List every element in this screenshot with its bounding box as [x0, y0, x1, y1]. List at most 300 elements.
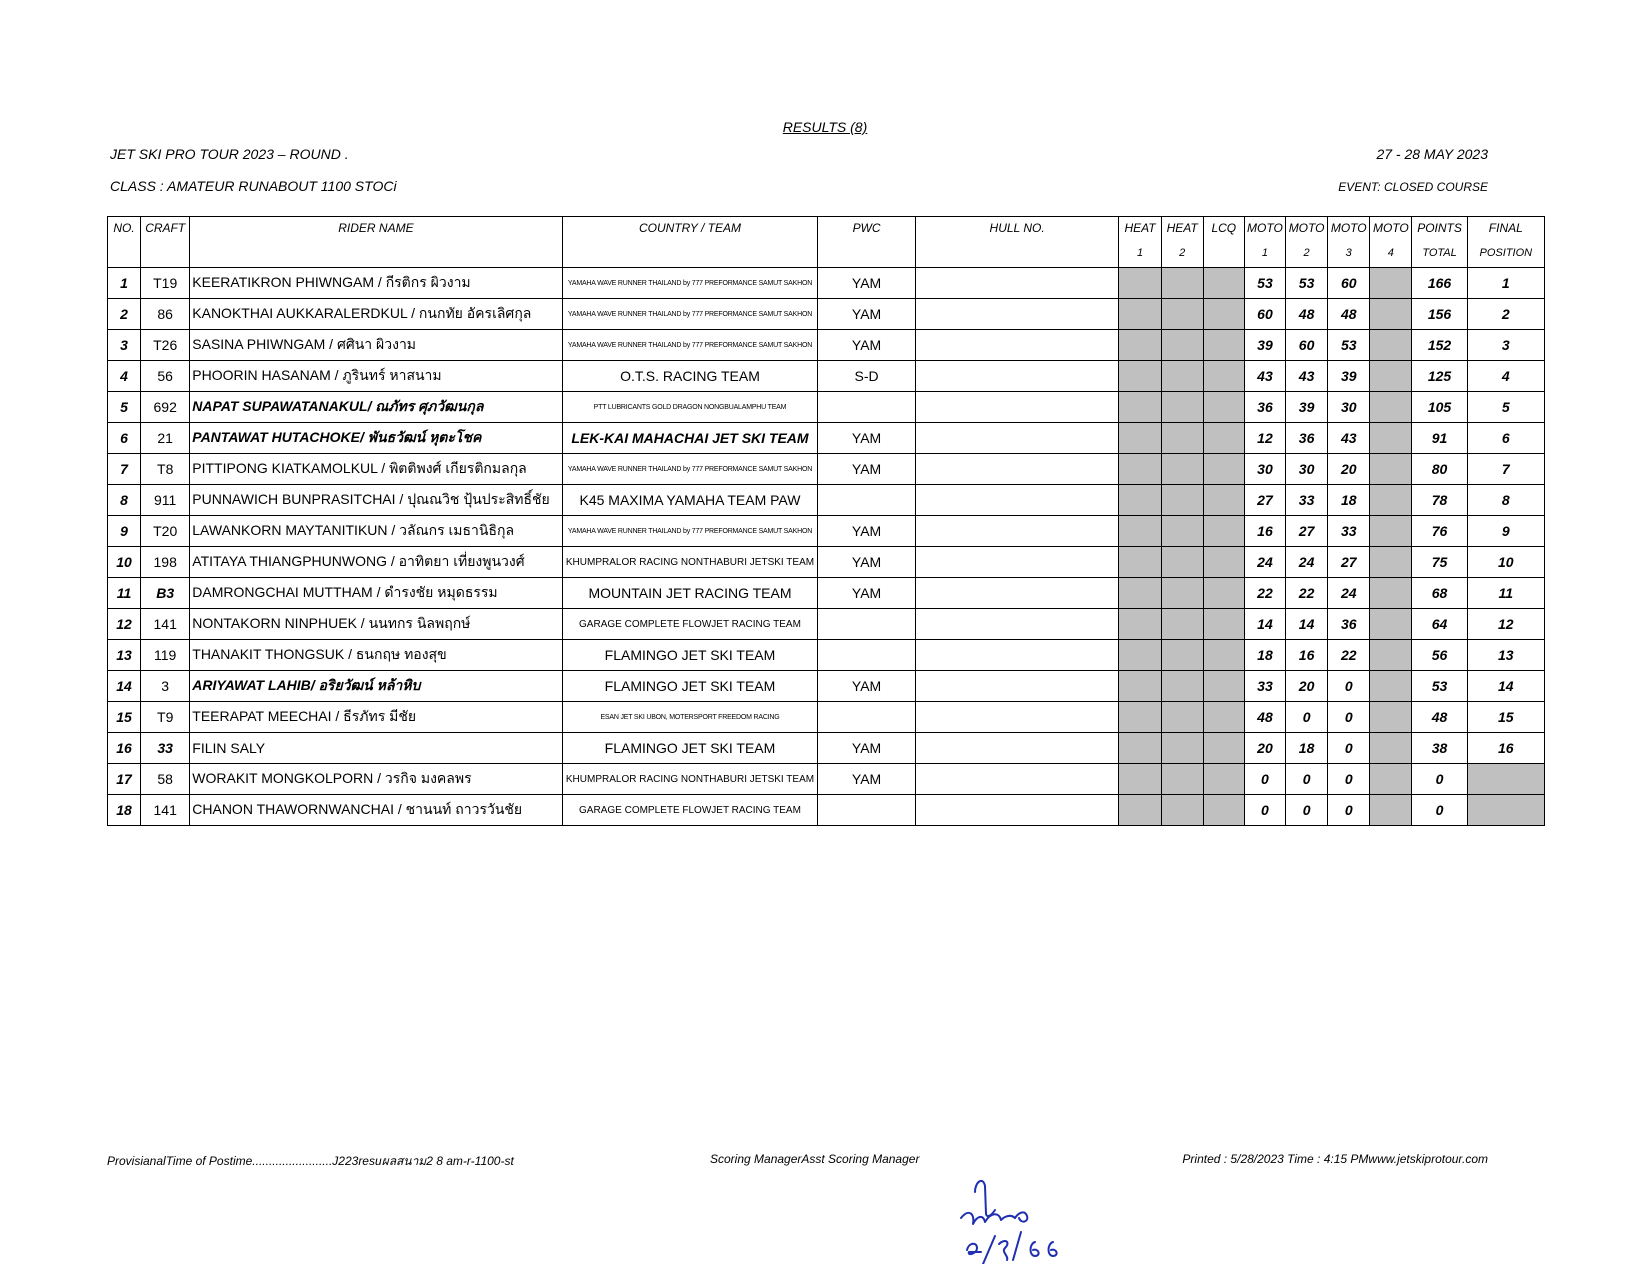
moto-3: 27	[1328, 547, 1370, 578]
final-position: 3	[1467, 330, 1544, 361]
moto-2: 48	[1286, 299, 1328, 330]
country-team: YAMAHA WAVE RUNNER THAILAND by 777 PREFORMANCE SAMUT SAKHON	[562, 454, 818, 485]
footer-scoring-manager: Scoring ManagerAsst Scoring Manager	[710, 1152, 920, 1166]
pwc: YAM	[818, 423, 915, 454]
final-position: 7	[1467, 454, 1544, 485]
heat-2	[1161, 423, 1203, 454]
final-position: 2	[1467, 299, 1544, 330]
row-number: 18	[108, 795, 141, 826]
moto-1: 22	[1244, 578, 1285, 609]
rider-name: PHOORIN HASANAM / ภูรินทร์ หาสนาม	[190, 361, 562, 392]
header-pwc: PWC	[818, 217, 915, 268]
country-team: LEK-KAI MAHACHAI JET SKI TEAM	[562, 423, 818, 454]
pwc: YAM	[818, 764, 915, 795]
moto-2: 18	[1286, 733, 1328, 764]
row-number: 12	[108, 609, 141, 640]
heat-1	[1119, 795, 1161, 826]
row-number: 1	[108, 268, 141, 299]
table-row	[108, 268, 1545, 299]
lcq	[1203, 764, 1244, 795]
moto-1: 18	[1244, 640, 1285, 671]
heat-1	[1119, 392, 1161, 423]
heat-1	[1119, 485, 1161, 516]
row-number: 3	[108, 330, 141, 361]
moto-3: 33	[1328, 516, 1370, 547]
points-total: 166	[1412, 268, 1467, 299]
moto-1: 14	[1244, 609, 1285, 640]
moto-2: 0	[1286, 764, 1328, 795]
craft-number: 3	[141, 671, 190, 702]
craft-number: 692	[141, 392, 190, 423]
points-total: 156	[1412, 299, 1467, 330]
moto-2: 60	[1286, 330, 1328, 361]
moto-4	[1370, 609, 1412, 640]
lcq	[1203, 361, 1244, 392]
row-number: 15	[108, 702, 141, 733]
points-total: 68	[1412, 578, 1467, 609]
final-position: 6	[1467, 423, 1544, 454]
points-total: 48	[1412, 702, 1467, 733]
pwc: YAM	[818, 578, 915, 609]
moto-3: 53	[1328, 330, 1370, 361]
moto-4	[1370, 516, 1412, 547]
table-row	[108, 361, 1545, 392]
moto-3: 0	[1328, 702, 1370, 733]
heat-2	[1161, 702, 1203, 733]
heat-2	[1161, 485, 1203, 516]
moto-2: 16	[1286, 640, 1328, 671]
final-position: 13	[1467, 640, 1544, 671]
moto-1: 43	[1244, 361, 1285, 392]
moto-3: 0	[1328, 733, 1370, 764]
row-number: 13	[108, 640, 141, 671]
moto-2: 0	[1286, 702, 1328, 733]
table-row	[108, 454, 1545, 485]
table-row	[108, 795, 1545, 826]
pwc: YAM	[818, 516, 915, 547]
header-heat-2: HEAT 2	[1161, 217, 1203, 268]
moto-3: 60	[1328, 268, 1370, 299]
lcq	[1203, 268, 1244, 299]
heat-1	[1119, 516, 1161, 547]
hull-no	[915, 454, 1119, 485]
heat-1	[1119, 547, 1161, 578]
rider-name: ARIYAWAT LAHIB/ อริยวัฒน์ หล้าหิบ	[190, 671, 562, 702]
heat-2	[1161, 330, 1203, 361]
pwc: YAM	[818, 268, 915, 299]
points-total: 125	[1412, 361, 1467, 392]
heat-2	[1161, 392, 1203, 423]
results-table	[107, 216, 1545, 826]
table-row	[108, 423, 1545, 454]
heat-2	[1161, 578, 1203, 609]
moto-4	[1370, 578, 1412, 609]
heat-2	[1161, 299, 1203, 330]
hull-no	[915, 764, 1119, 795]
final-position: 8	[1467, 485, 1544, 516]
moto-3: 36	[1328, 609, 1370, 640]
pwc: YAM	[818, 547, 915, 578]
craft-number: 198	[141, 547, 190, 578]
lcq	[1203, 392, 1244, 423]
footer-printed: Printed : 5/28/2023 Time : 4:15 PMwww.jetskiprotour.com	[1182, 1152, 1488, 1166]
heat-1	[1119, 299, 1161, 330]
heat-1	[1119, 733, 1161, 764]
event-date: 27 - 28 MAY 2023	[1376, 146, 1488, 162]
header-lcq: LCQ	[1203, 217, 1244, 268]
table-row	[108, 392, 1545, 423]
country-team: YAMAHA WAVE RUNNER THAILAND by 777 PREFORMANCE SAMUT SAKHON	[562, 516, 818, 547]
row-number: 2	[108, 299, 141, 330]
moto-1: 48	[1244, 702, 1285, 733]
pwc	[818, 392, 915, 423]
craft-number: 911	[141, 485, 190, 516]
pwc: YAM	[818, 299, 915, 330]
rider-name: FILIN SALY	[190, 733, 562, 764]
moto-4	[1370, 640, 1412, 671]
hull-no	[915, 795, 1119, 826]
heat-2	[1161, 268, 1203, 299]
hull-no	[915, 671, 1119, 702]
table-row	[108, 764, 1545, 795]
moto-2: 33	[1286, 485, 1328, 516]
event-type: EVENT: CLOSED COURSE	[1338, 180, 1488, 194]
rider-name: KEERATIKRON PHIWNGAM / กีรติกร ผิวงาม	[190, 268, 562, 299]
moto-4	[1370, 330, 1412, 361]
moto-3: 43	[1328, 423, 1370, 454]
lcq	[1203, 702, 1244, 733]
table-row	[108, 547, 1545, 578]
country-team: YAMAHA WAVE RUNNER THAILAND by 777 PREFORMANCE SAMUT SAKHON	[562, 299, 818, 330]
heat-1	[1119, 640, 1161, 671]
table-row	[108, 671, 1545, 702]
header-rider-name: RIDER NAME	[190, 217, 562, 268]
rider-name: ATITAYA THIANGPHUNWONG / อาทิตยา เที่ยงพูนวงศ์	[190, 547, 562, 578]
header-moto-4: MOTO 4	[1370, 217, 1412, 268]
hull-no	[915, 640, 1119, 671]
rider-name: THANAKIT THONGSUK / ธนกฤษ ทองสุข	[190, 640, 562, 671]
header-moto-1: MOTO 1	[1244, 217, 1285, 268]
hull-no	[915, 330, 1119, 361]
points-total: 53	[1412, 671, 1467, 702]
country-team: KHUMPRALOR RACING NONTHABURI JETSKI TEAM	[562, 764, 818, 795]
points-total: 152	[1412, 330, 1467, 361]
lcq	[1203, 485, 1244, 516]
country-team: ESAN JET SKI UBON, MOTERSPORT FREEDOM RACING	[562, 702, 818, 733]
country-team: YAMAHA WAVE RUNNER THAILAND by 777 PREFORMANCE SAMUT SAKHON	[562, 330, 818, 361]
pwc	[818, 795, 915, 826]
moto-1: 36	[1244, 392, 1285, 423]
lcq	[1203, 516, 1244, 547]
points-total: 105	[1412, 392, 1467, 423]
country-team: O.T.S. RACING TEAM	[562, 361, 818, 392]
moto-4	[1370, 671, 1412, 702]
moto-4	[1370, 733, 1412, 764]
country-team: GARAGE COMPLETE FLOWJET RACING TEAM	[562, 609, 818, 640]
heat-1	[1119, 671, 1161, 702]
hull-no	[915, 361, 1119, 392]
country-team: FLAMINGO JET SKI TEAM	[562, 733, 818, 764]
lcq	[1203, 640, 1244, 671]
moto-4	[1370, 547, 1412, 578]
country-team: FLAMINGO JET SKI TEAM	[562, 640, 818, 671]
heat-1	[1119, 764, 1161, 795]
moto-4	[1370, 485, 1412, 516]
craft-number: 119	[141, 640, 190, 671]
points-total: 64	[1412, 609, 1467, 640]
rider-name: PANTAWAT HUTACHOKE/ พันธวัฒน์ หุตะโชค	[190, 423, 562, 454]
points-total: 91	[1412, 423, 1467, 454]
country-team: YAMAHA WAVE RUNNER THAILAND by 777 PREFORMANCE SAMUT SAKHON	[562, 268, 818, 299]
lcq	[1203, 795, 1244, 826]
moto-3: 0	[1328, 764, 1370, 795]
pwc: YAM	[818, 671, 915, 702]
points-total: 0	[1412, 764, 1467, 795]
craft-number: T9	[141, 702, 190, 733]
moto-2: 24	[1286, 547, 1328, 578]
final-position: 16	[1467, 733, 1544, 764]
moto-3: 39	[1328, 361, 1370, 392]
moto-1: 30	[1244, 454, 1285, 485]
heat-2	[1161, 733, 1203, 764]
heat-2	[1161, 795, 1203, 826]
results-body	[108, 268, 1545, 826]
header-moto-3: MOTO 3	[1328, 217, 1370, 268]
final-position: 10	[1467, 547, 1544, 578]
pwc	[818, 640, 915, 671]
final-position	[1467, 795, 1544, 826]
rider-name: SASINA PHIWNGAM / ศศินา ผิวงาม	[190, 330, 562, 361]
table-row	[108, 640, 1545, 671]
hull-no	[915, 702, 1119, 733]
moto-4	[1370, 764, 1412, 795]
craft-number: 86	[141, 299, 190, 330]
craft-number: T19	[141, 268, 190, 299]
lcq	[1203, 299, 1244, 330]
row-number: 8	[108, 485, 141, 516]
final-position: 14	[1467, 671, 1544, 702]
table-row	[108, 609, 1545, 640]
moto-2: 43	[1286, 361, 1328, 392]
moto-4	[1370, 392, 1412, 423]
moto-4	[1370, 423, 1412, 454]
moto-1: 27	[1244, 485, 1285, 516]
moto-2: 22	[1286, 578, 1328, 609]
final-position	[1467, 764, 1544, 795]
lcq	[1203, 423, 1244, 454]
moto-1: 0	[1244, 795, 1285, 826]
rider-name: PITTIPONG KIATKAMOLKUL / พิตติพงศ์ เกียรติกมลกุล	[190, 454, 562, 485]
craft-number: T20	[141, 516, 190, 547]
craft-number: 58	[141, 764, 190, 795]
craft-number: 56	[141, 361, 190, 392]
lcq	[1203, 733, 1244, 764]
header-no: NO.	[108, 217, 141, 268]
moto-4	[1370, 702, 1412, 733]
row-number: 4	[108, 361, 141, 392]
final-position: 1	[1467, 268, 1544, 299]
heat-2	[1161, 547, 1203, 578]
country-team: K45 MAXIMA YAMAHA TEAM PAW	[562, 485, 818, 516]
row-number: 17	[108, 764, 141, 795]
country-team: KHUMPRALOR RACING NONTHABURI JETSKI TEAM	[562, 547, 818, 578]
moto-1: 20	[1244, 733, 1285, 764]
rider-name: WORAKIT MONGKOLPORN / วรกิจ มงคลพร	[190, 764, 562, 795]
lcq	[1203, 609, 1244, 640]
craft-number: 141	[141, 609, 190, 640]
rider-name: CHANON THAWORNWANCHAI / ชานนท์ ถาวรวันชัย	[190, 795, 562, 826]
header-country-team: COUNTRY / TEAM	[562, 217, 818, 268]
table-row	[108, 485, 1545, 516]
table-row	[108, 299, 1545, 330]
heat-1	[1119, 330, 1161, 361]
craft-number: 141	[141, 795, 190, 826]
final-position: 12	[1467, 609, 1544, 640]
moto-1: 0	[1244, 764, 1285, 795]
lcq	[1203, 671, 1244, 702]
heat-1	[1119, 423, 1161, 454]
moto-2: 39	[1286, 392, 1328, 423]
final-position: 5	[1467, 392, 1544, 423]
hull-no	[915, 578, 1119, 609]
footer-provisional: ProvisianalTime of Postime........................J223resuผลสนาม2 8 am-r-1100-st	[107, 1154, 514, 1168]
heat-2	[1161, 609, 1203, 640]
heat-2	[1161, 671, 1203, 702]
country-team: MOUNTAIN JET RACING TEAM	[562, 578, 818, 609]
row-number: 9	[108, 516, 141, 547]
moto-3: 30	[1328, 392, 1370, 423]
craft-number: B3	[141, 578, 190, 609]
craft-number: T26	[141, 330, 190, 361]
heat-2	[1161, 640, 1203, 671]
handwritten-signature	[955, 1172, 1060, 1264]
moto-1: 24	[1244, 547, 1285, 578]
header-heat-1: HEAT 1	[1119, 217, 1161, 268]
lcq	[1203, 578, 1244, 609]
country-team: FLAMINGO JET SKI TEAM	[562, 671, 818, 702]
points-total: 75	[1412, 547, 1467, 578]
table-row	[108, 578, 1545, 609]
points-total: 80	[1412, 454, 1467, 485]
moto-3: 0	[1328, 671, 1370, 702]
document-title: RESULTS (8)	[782, 119, 868, 135]
moto-2: 36	[1286, 423, 1328, 454]
hull-no	[915, 392, 1119, 423]
moto-4	[1370, 454, 1412, 485]
moto-3: 24	[1328, 578, 1370, 609]
heat-2	[1161, 454, 1203, 485]
row-number: 10	[108, 547, 141, 578]
rider-name: PUNNAWICH BUNPRASITCHAI / ปุณณวิช ปุ้นประสิทธิ์ชัย	[190, 485, 562, 516]
moto-4	[1370, 268, 1412, 299]
country-team: PTT LUBRICANTS GOLD DRAGON NONGBUALAMPHU TEAM	[562, 392, 818, 423]
rider-name: DAMRONGCHAI MUTTHAM / ดำรงชัย หมุดธรรม	[190, 578, 562, 609]
moto-3: 22	[1328, 640, 1370, 671]
table-row	[108, 733, 1545, 764]
hull-no	[915, 299, 1119, 330]
header-hull-no: HULL NO.	[915, 217, 1119, 268]
hull-no	[915, 609, 1119, 640]
rider-name: TEERAPAT MEECHAI / ธีรภัทร มีชัย	[190, 702, 562, 733]
moto-3: 0	[1328, 795, 1370, 826]
hull-no	[915, 485, 1119, 516]
moto-1: 53	[1244, 268, 1285, 299]
row-number: 5	[108, 392, 141, 423]
lcq	[1203, 330, 1244, 361]
signature-strokes	[961, 1181, 1057, 1264]
header-points-total: POINTS TOTAL	[1412, 217, 1467, 268]
hull-no	[915, 733, 1119, 764]
final-position: 11	[1467, 578, 1544, 609]
moto-3: 18	[1328, 485, 1370, 516]
moto-4	[1370, 795, 1412, 826]
heat-1	[1119, 609, 1161, 640]
header-moto-2: MOTO 2	[1286, 217, 1328, 268]
pwc: S-D	[818, 361, 915, 392]
points-total: 78	[1412, 485, 1467, 516]
row-number: 6	[108, 423, 141, 454]
final-position: 9	[1467, 516, 1544, 547]
moto-2: 14	[1286, 609, 1328, 640]
moto-2: 20	[1286, 671, 1328, 702]
pwc	[818, 485, 915, 516]
hull-no	[915, 423, 1119, 454]
country-team: GARAGE COMPLETE FLOWJET RACING TEAM	[562, 795, 818, 826]
class-name: CLASS : AMATEUR RUNABOUT 1100 STOCi	[110, 178, 397, 194]
pwc: YAM	[818, 454, 915, 485]
hull-no	[915, 547, 1119, 578]
header-final-position: FINAL POSITION	[1467, 217, 1544, 268]
final-position: 15	[1467, 702, 1544, 733]
heat-2	[1161, 516, 1203, 547]
rider-name: NONTAKORN NINPHUEK / นนทกร นิลพฤกษ์	[190, 609, 562, 640]
pwc: YAM	[818, 733, 915, 764]
table-row	[108, 330, 1545, 361]
header-row	[108, 217, 1545, 268]
points-total: 0	[1412, 795, 1467, 826]
pwc: YAM	[818, 330, 915, 361]
craft-number: T8	[141, 454, 190, 485]
heat-1	[1119, 361, 1161, 392]
row-number: 7	[108, 454, 141, 485]
heat-1	[1119, 454, 1161, 485]
heat-1	[1119, 578, 1161, 609]
event-name: JET SKI PRO TOUR 2023 – ROUND .	[110, 146, 349, 162]
pwc	[818, 702, 915, 733]
craft-number: 33	[141, 733, 190, 764]
hull-no	[915, 268, 1119, 299]
table-row	[108, 702, 1545, 733]
moto-2: 53	[1286, 268, 1328, 299]
moto-3: 48	[1328, 299, 1370, 330]
lcq	[1203, 454, 1244, 485]
rider-name: KANOKTHAI AUKKARALERDKUL / กนกทัย อัครเลิศกุล	[190, 299, 562, 330]
row-number: 14	[108, 671, 141, 702]
points-total: 76	[1412, 516, 1467, 547]
heat-2	[1161, 361, 1203, 392]
row-number: 16	[108, 733, 141, 764]
hull-no	[915, 516, 1119, 547]
points-total: 56	[1412, 640, 1467, 671]
heat-2	[1161, 764, 1203, 795]
moto-2: 30	[1286, 454, 1328, 485]
rider-name: LAWANKORN MAYTANITIKUN / วลัณกร เมธานิธิกุล	[190, 516, 562, 547]
points-total: 38	[1412, 733, 1467, 764]
table-row	[108, 516, 1545, 547]
row-number: 11	[108, 578, 141, 609]
moto-1: 39	[1244, 330, 1285, 361]
moto-4	[1370, 299, 1412, 330]
